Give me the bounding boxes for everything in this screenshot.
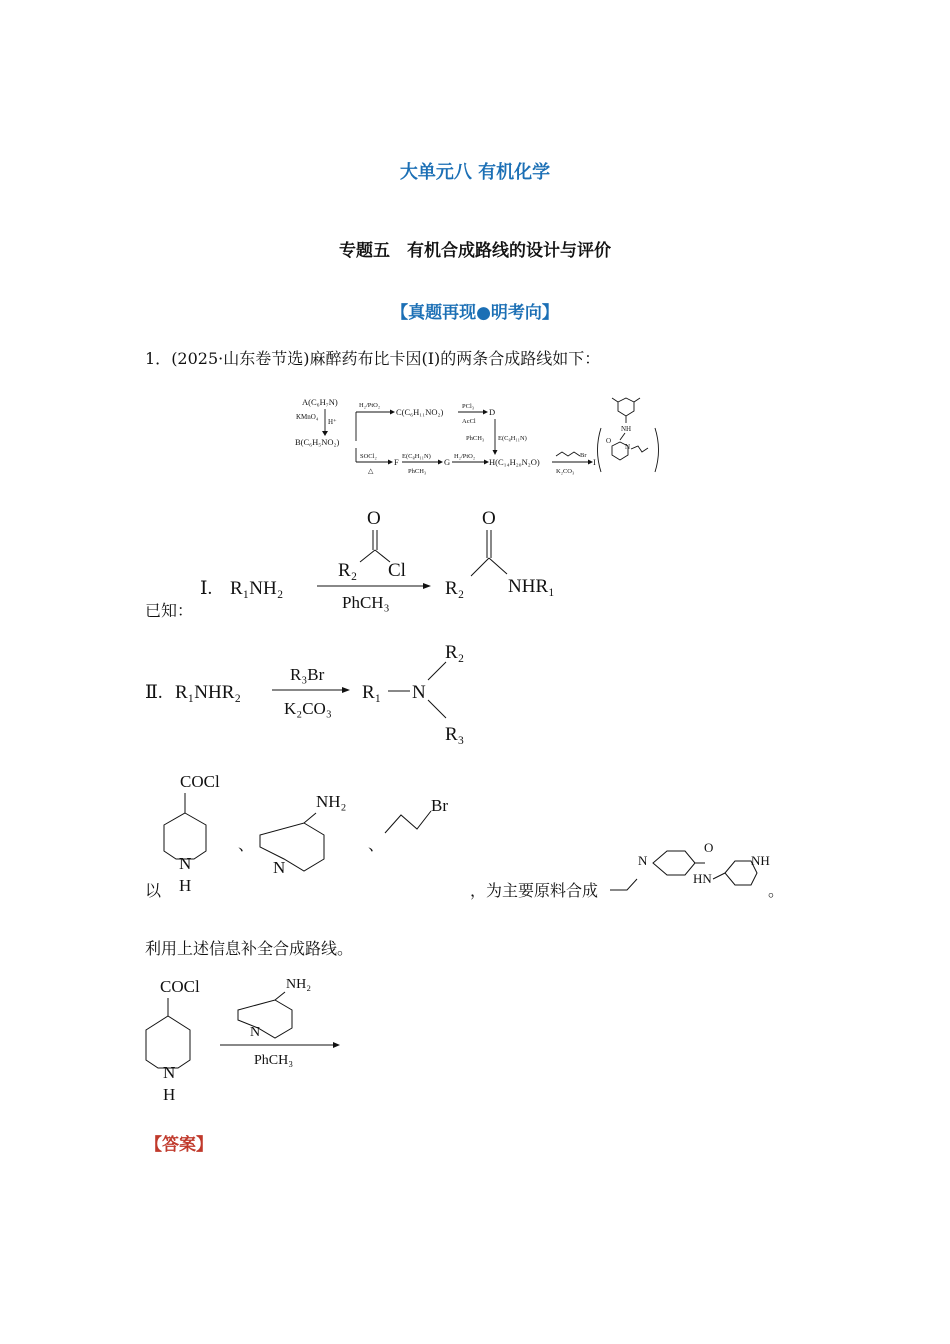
question-number: 1． [145, 349, 172, 368]
pyridine-n: N [273, 858, 286, 877]
known-reaction-1 [195, 500, 595, 620]
target-o: O [704, 840, 714, 855]
route-py-n: N [250, 1025, 261, 1040]
r2-product-bond-r3 [428, 700, 446, 718]
br-label: Br [431, 796, 448, 815]
compound-g: G [444, 457, 451, 467]
bracket-right [655, 428, 659, 472]
arrowhead-a-b [322, 431, 328, 436]
raw-suffix: ，为主要原料合成 [470, 881, 599, 900]
propyl-chain [385, 811, 431, 833]
pyridine-outline [260, 823, 324, 871]
r1-arrowhead [423, 583, 431, 589]
reagent-h-plus: H⁺ [328, 418, 337, 426]
route-n: N [163, 1063, 176, 1082]
reagent-pcl3: PCl₃ [462, 403, 475, 410]
r2-arrowhead [342, 687, 350, 693]
compound-f: F [394, 457, 399, 467]
compound-d: D [489, 407, 496, 417]
raw-end: 。 [768, 881, 785, 900]
target-propyl [610, 879, 637, 890]
r2-product-bond-r2 [428, 662, 446, 680]
topic-title: 专题五 有机合成路线的设计与评价 [339, 241, 611, 261]
answer-label: 【答案】 [145, 1135, 213, 1155]
target-n: N [638, 853, 648, 868]
struct-o: O [606, 437, 612, 445]
route-condition: PhCH₃ [254, 1053, 294, 1068]
route-piperidine [146, 1016, 190, 1068]
r2-product-r2: R₂ [445, 642, 465, 663]
struct-nh: NH [621, 425, 632, 433]
question-stem: 麻醉药布比卡因(I)的两条合成路线如下： [309, 349, 601, 368]
reagent-k2co3: K₂CO₃ [556, 468, 575, 475]
r1-condition: PhCH₃ [342, 593, 390, 612]
reagent-phch3-1: PhCH₃ [466, 435, 485, 442]
route-nh2: NH₂ [286, 977, 312, 992]
r1-product-bond-r2 [471, 558, 489, 576]
arrowhead-c-d [483, 410, 488, 415]
butyl-chain [631, 446, 648, 452]
piperidine-h: H [179, 876, 192, 895]
r2-reactant: R₁NHR₂ [175, 682, 242, 703]
methyl-1 [634, 398, 640, 402]
arrowhead-b-c [390, 410, 395, 415]
r2-condition: K₂CO₃ [284, 699, 332, 718]
route-pyridine [238, 1000, 292, 1038]
synthesis-scheme [290, 390, 670, 490]
arrowhead-d-h [493, 450, 498, 455]
nh2-bond [304, 813, 316, 823]
r2-product-r1: R₁ [362, 682, 382, 703]
piperidine-ring-1 [164, 813, 206, 859]
aminopyridine-structure [250, 785, 365, 885]
raw-prefix: 以 [145, 881, 162, 900]
arrowhead-b-f [388, 460, 393, 465]
arrowhead-f-g [438, 460, 443, 465]
compound-b: B(C₆H₅NO₂) [295, 437, 340, 447]
reagent-accl: AcCl [462, 418, 476, 425]
known-label: 已知： [145, 601, 194, 620]
reagent-socl2: SOCl₂ [360, 453, 377, 460]
reagent-e-2: E(C₈H₁₁N) [402, 453, 431, 460]
r2-product-n: N [412, 682, 426, 703]
unit-title: 大单元八 有机化学 [399, 162, 551, 183]
question-source: (2025·山东卷节选) [171, 349, 310, 368]
r1-reagent-bond-r2 [360, 550, 375, 562]
reagent-h2pto2-1: H₂/PtO₂ [359, 402, 381, 409]
reagent-e-1: E(C₈H₁₁N) [498, 435, 527, 442]
route-h: H [163, 1085, 176, 1104]
n-carbonyl-bond [620, 433, 625, 440]
r1-reactant: R₁NH₂ [230, 578, 284, 599]
route-scheme [130, 968, 360, 1108]
route-nh2-bond [275, 992, 285, 1000]
question-line [145, 346, 600, 369]
r1-product-bond-n [489, 558, 507, 574]
piperidine-cocl-structure [150, 765, 230, 900]
target-bond-ring [713, 873, 725, 879]
r1-label: Ⅰ. [200, 578, 213, 599]
bromobutane-chain [556, 452, 580, 456]
r1-reagent-r2: R₂ [338, 560, 358, 581]
raw-sep-2: 、 [368, 835, 385, 854]
compound-a: A(C₆H₇N) [302, 397, 338, 407]
r1-reagent-o: O [367, 508, 381, 529]
reagent-heat: △ [368, 467, 374, 475]
piperidine-n: N [179, 854, 192, 873]
bracket-left [598, 428, 602, 472]
route-cocl: COCl [160, 977, 200, 996]
instruction: 利用上述信息补全合成路线。 [145, 939, 354, 958]
target-piperidine [653, 851, 695, 875]
r2-product-r3: R₃ [445, 724, 465, 745]
reagent-kmno4: KMnO₄ [296, 413, 319, 421]
cocl-label: COCl [180, 772, 220, 791]
r2-label: Ⅱ. [145, 682, 163, 703]
reagent-phch3-2: PhCH₃ [408, 468, 427, 475]
r1-product-o: O [482, 508, 496, 529]
compound-c: C(C₆H₁₁NO₂) [396, 407, 444, 417]
route-arrowhead [333, 1042, 340, 1048]
section-title: 【真题再现●明考向】 [391, 303, 559, 323]
compound-i: I [593, 457, 596, 467]
reagent-br: Br [580, 452, 587, 459]
benzene-ring [618, 398, 634, 416]
methyl-2 [612, 398, 618, 402]
raw-sep-1: 、 [238, 835, 255, 854]
r1-reagent-cl: Cl [388, 560, 406, 581]
known-reaction-2 [140, 630, 500, 750]
nh2-label: NH₂ [316, 792, 347, 811]
r1-product-nhr1: NHR₁ [508, 576, 555, 597]
compound-h: H(C₁₄H₂₀N₂O) [489, 457, 540, 467]
r2-reagent: R₃Br [290, 665, 325, 684]
bromopropane-structure [375, 795, 460, 845]
struct-n: N [625, 443, 631, 451]
target-nh: NH [751, 853, 770, 868]
reagent-h2pto2-2: H₂/PtO₂ [454, 453, 476, 460]
target-hn: HN [693, 871, 712, 886]
r1-product-r2: R₂ [445, 578, 465, 599]
target-structure [605, 835, 775, 900]
